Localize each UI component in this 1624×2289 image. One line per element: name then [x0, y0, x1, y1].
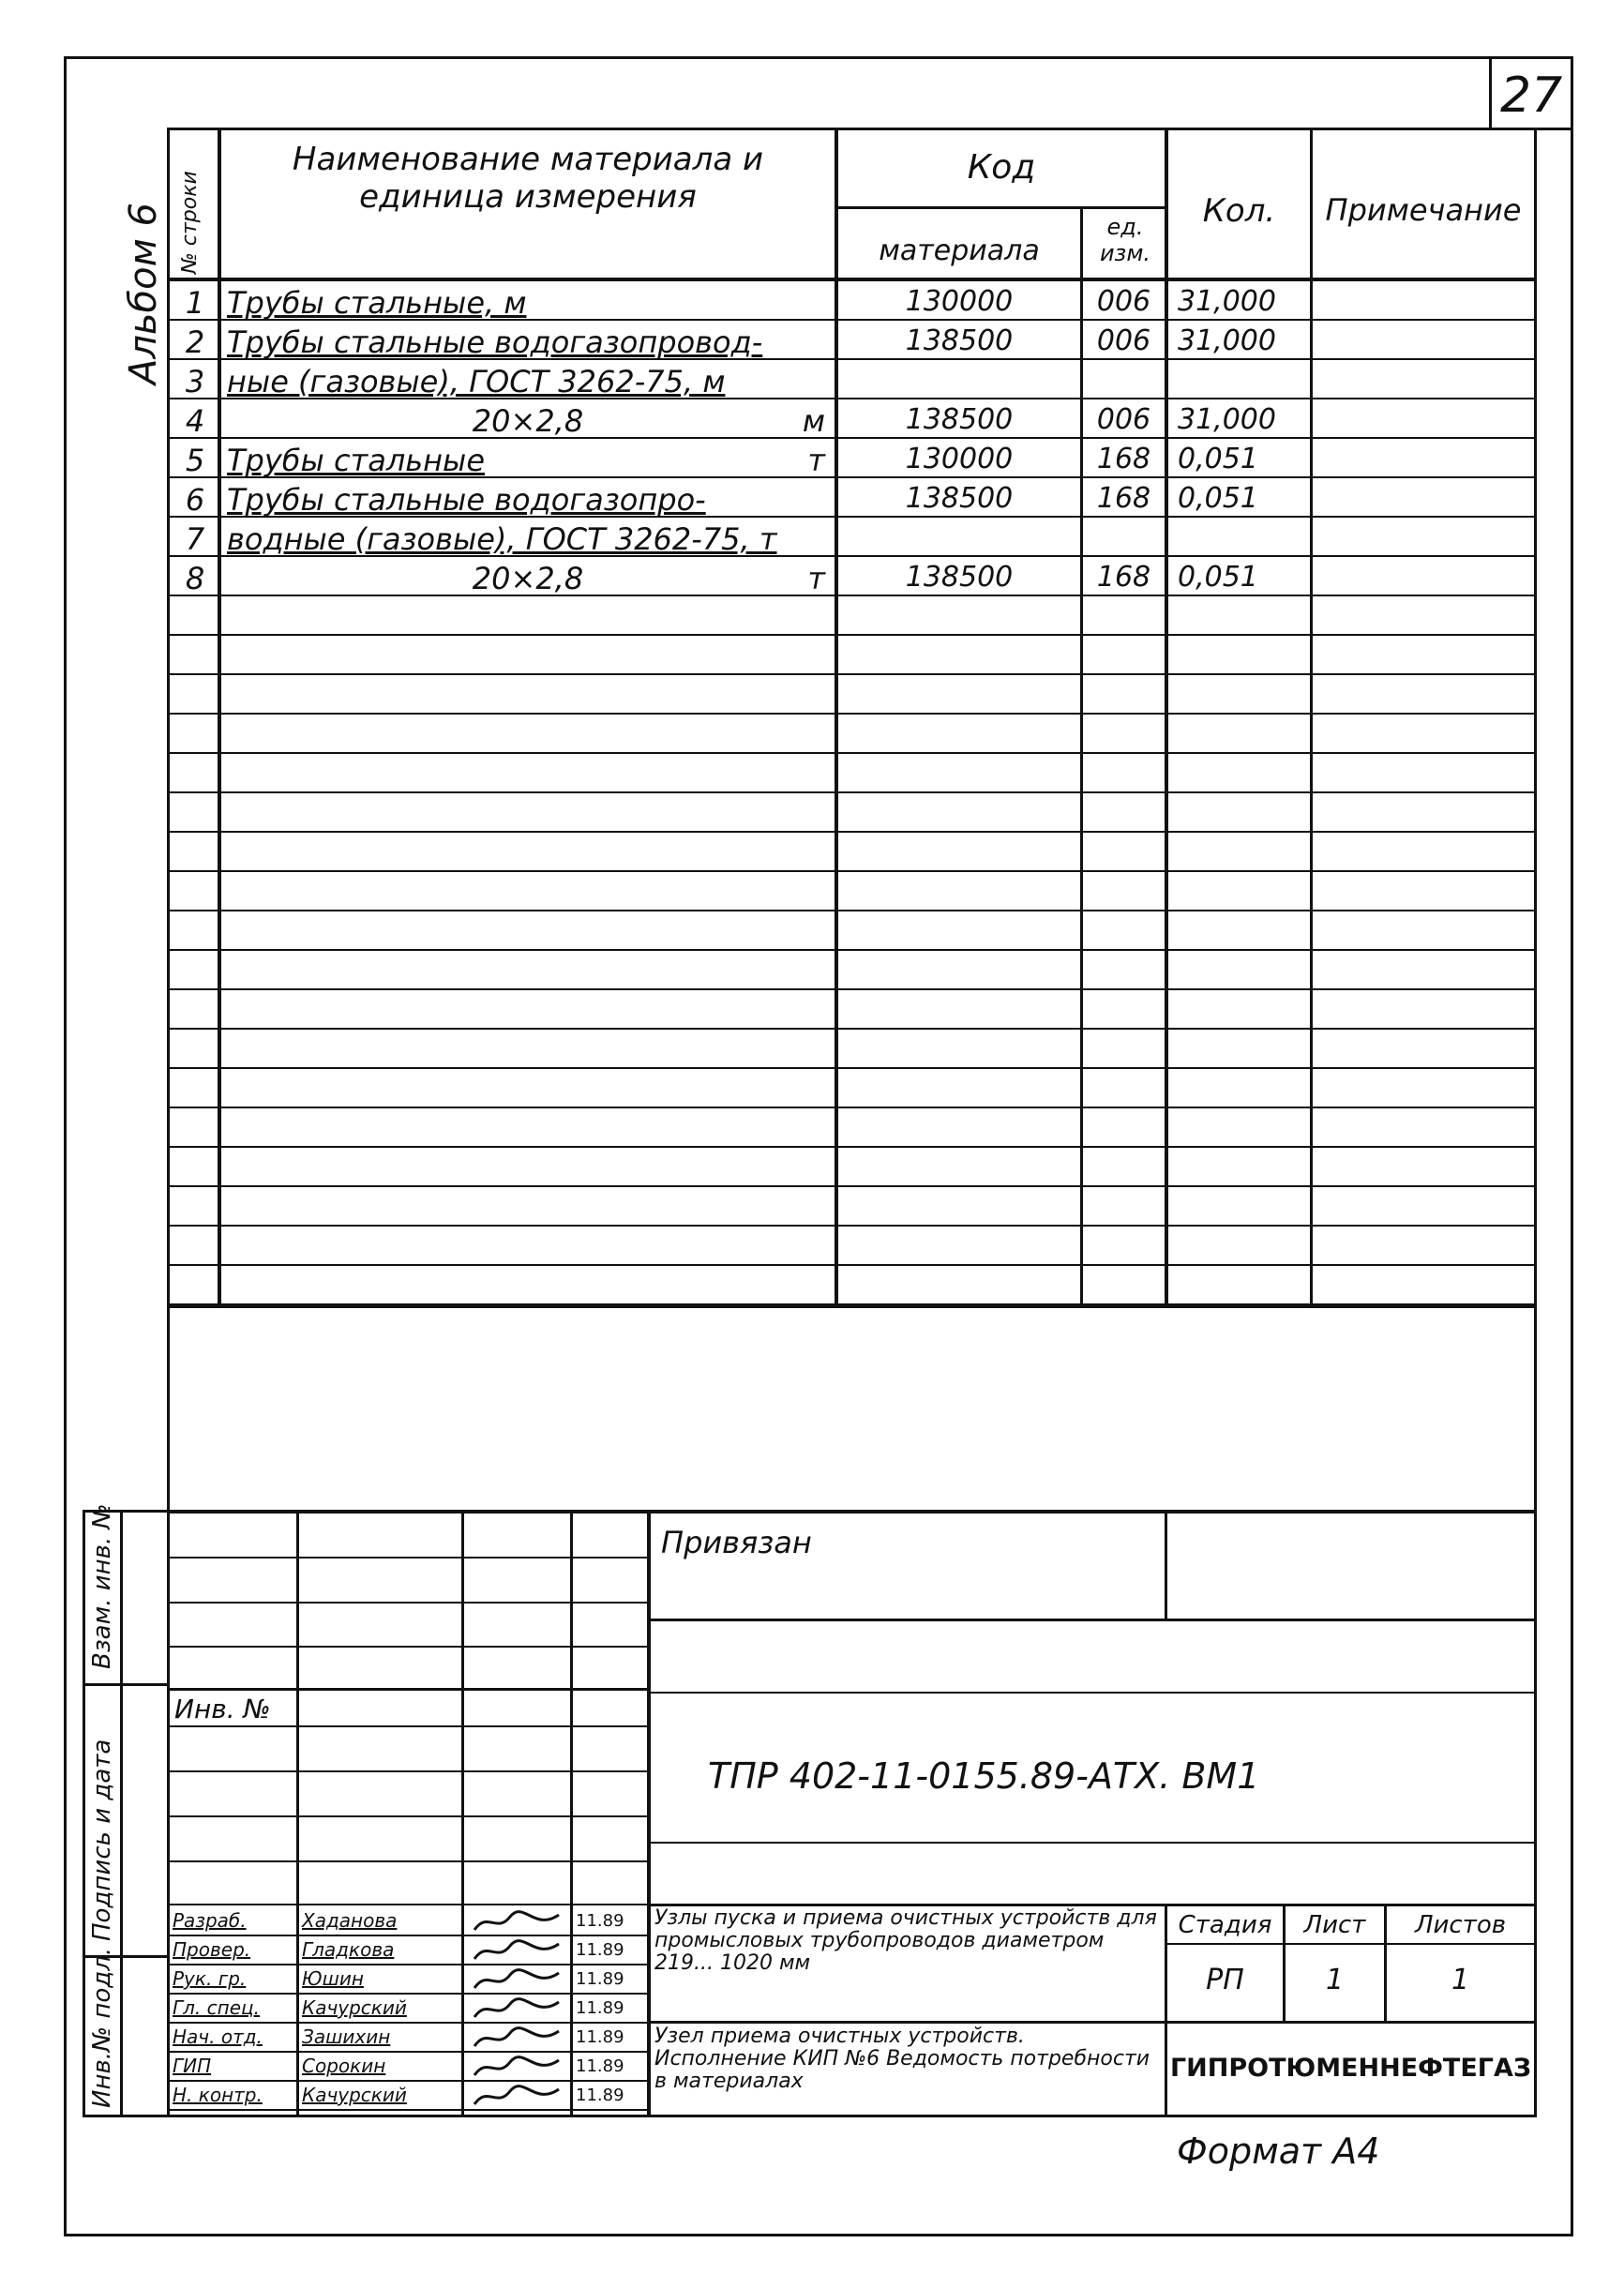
approval-role: Рук. гр. — [173, 1967, 247, 1990]
row-unit: 168 — [1096, 482, 1151, 515]
listov-label: Листов — [1414, 1911, 1507, 1939]
row-unit-right: т — [807, 561, 825, 596]
header-code: Код — [967, 148, 1036, 187]
approval-name: Качурский — [302, 2084, 407, 2106]
frame-top — [64, 56, 1573, 59]
approval-role: Н. контр. — [173, 2084, 263, 2106]
row-name: Трубы стальные водогазопро- — [227, 482, 706, 518]
approval-date: 11.89 — [576, 2056, 624, 2076]
row-code: 138500 — [905, 561, 1014, 594]
side-label-podpis: Подпись и дата — [88, 1739, 116, 1941]
row-number: 3 — [185, 364, 205, 399]
row-number: 1 — [185, 285, 205, 321]
listov-value: 1 — [1451, 1964, 1470, 1996]
row-unit: 168 — [1096, 443, 1151, 475]
format-label: Формат А4 — [1177, 2131, 1380, 2172]
approval-name: Качурский — [302, 1996, 407, 2019]
row-code: 138500 — [905, 482, 1014, 515]
row-qty: 0,051 — [1178, 482, 1258, 515]
approval-role: Разраб. — [173, 1909, 247, 1932]
signature-icon — [469, 1965, 566, 1995]
signature-icon — [469, 2082, 566, 2111]
row-code: 138500 — [905, 403, 1014, 436]
header-code-material: материала — [879, 234, 1040, 267]
row-code: 138500 — [905, 324, 1014, 357]
header-qty: Кол. — [1202, 192, 1276, 230]
row-unit: 006 — [1096, 403, 1151, 436]
list-value: 1 — [1325, 1964, 1345, 1996]
title-block-2: Узел приема очистных устройств. Исполнение КИП №6 Ведомость потребности в материалах — [654, 2025, 1150, 2093]
row-qty: 0,051 — [1178, 443, 1258, 475]
row-name: Трубы стальные, м — [227, 285, 527, 321]
stadia-value: РП — [1206, 1964, 1244, 1996]
signature-icon — [469, 2053, 566, 2082]
album-label: Альбом 6 — [122, 203, 165, 384]
stadia-label: Стадия — [1178, 1911, 1272, 1939]
row-unit-right: т — [807, 443, 825, 478]
row-name: 20×2,8 — [472, 561, 584, 596]
row-unit: 006 — [1096, 324, 1151, 357]
approval-date: 11.89 — [576, 1940, 624, 1960]
row-name: водные (газовые), ГОСТ 3262-75, т — [227, 521, 777, 557]
privyazan-label: Привязан — [661, 1525, 812, 1560]
approval-date: 11.89 — [576, 1998, 624, 2018]
approval-date: 11.89 — [576, 1911, 624, 1931]
row-number: 2 — [185, 324, 205, 360]
approval-date: 11.89 — [576, 2027, 624, 2047]
organization-name: ГИПРОТЮМЕННЕФТЕГАЗ — [1169, 2054, 1532, 2083]
row-qty: 31,000 — [1178, 285, 1276, 318]
side-label-inv: Инв.№ подл. — [88, 1947, 116, 2108]
row-number: 4 — [185, 403, 205, 439]
approval-date: 11.89 — [576, 1969, 624, 1989]
row-unit: 168 — [1096, 561, 1151, 594]
row-qty: 31,000 — [1178, 403, 1276, 436]
row-name: Трубы стальные водогазопровод- — [227, 324, 763, 360]
signature-icon — [469, 1995, 566, 2024]
signature-icon — [469, 2024, 566, 2053]
row-code: 130000 — [905, 443, 1014, 475]
header-row-no: № строки — [178, 171, 202, 274]
list-label: Лист — [1303, 1911, 1366, 1939]
header-name: Наименование материала и единица измерения — [292, 141, 764, 216]
frame-bottom — [64, 2234, 1573, 2236]
title-block-1: Узлы пуска и приема очистных устройств для промысловых трубопроводов диаметром 219... 1020 мм — [654, 1906, 1157, 1975]
approval-name: Зашихин — [302, 2025, 391, 2048]
row-number: 7 — [185, 521, 205, 557]
approval-date: 11.89 — [576, 2086, 624, 2105]
row-name: ные (газовые), ГОСТ 3262-75, м — [227, 364, 726, 399]
approval-name: Юшин — [302, 1967, 364, 1990]
approval-name: Гладкова — [302, 1938, 395, 1961]
document-code: ТПР 402-11-0155.89-АТХ. ВМ1 — [708, 1755, 1260, 1797]
approval-role: Гл. спец. — [173, 1996, 260, 2019]
frame-right — [1571, 56, 1573, 2236]
inv-no-label: Инв. № — [174, 1694, 271, 1724]
approval-name: Хаданова — [302, 1909, 398, 1932]
header-code-unit: ед. изм. — [1099, 214, 1151, 266]
row-number: 5 — [185, 443, 205, 478]
row-name: 20×2,8 — [472, 403, 584, 439]
row-unit: 006 — [1096, 285, 1151, 318]
page-number: 27 — [1500, 68, 1563, 124]
approval-role: Нач. отд. — [173, 2025, 263, 2048]
row-number: 6 — [185, 482, 205, 518]
row-name: Трубы стальные — [227, 443, 485, 478]
approval-role: ГИП — [173, 2055, 212, 2077]
approval-name: Сорокин — [302, 2055, 386, 2077]
signature-icon — [469, 1936, 566, 1965]
signature-icon — [469, 1907, 566, 1936]
side-label-vzam: Взам. инв. № — [88, 1503, 116, 1669]
frame-left — [64, 56, 67, 2236]
row-unit-right: м — [802, 403, 825, 439]
row-qty: 0,051 — [1178, 561, 1258, 594]
approval-role: Провер. — [173, 1938, 251, 1961]
row-code: 130000 — [905, 285, 1014, 318]
header-note: Примечание — [1325, 192, 1522, 228]
row-qty: 31,000 — [1178, 324, 1276, 357]
row-number: 8 — [185, 561, 205, 596]
